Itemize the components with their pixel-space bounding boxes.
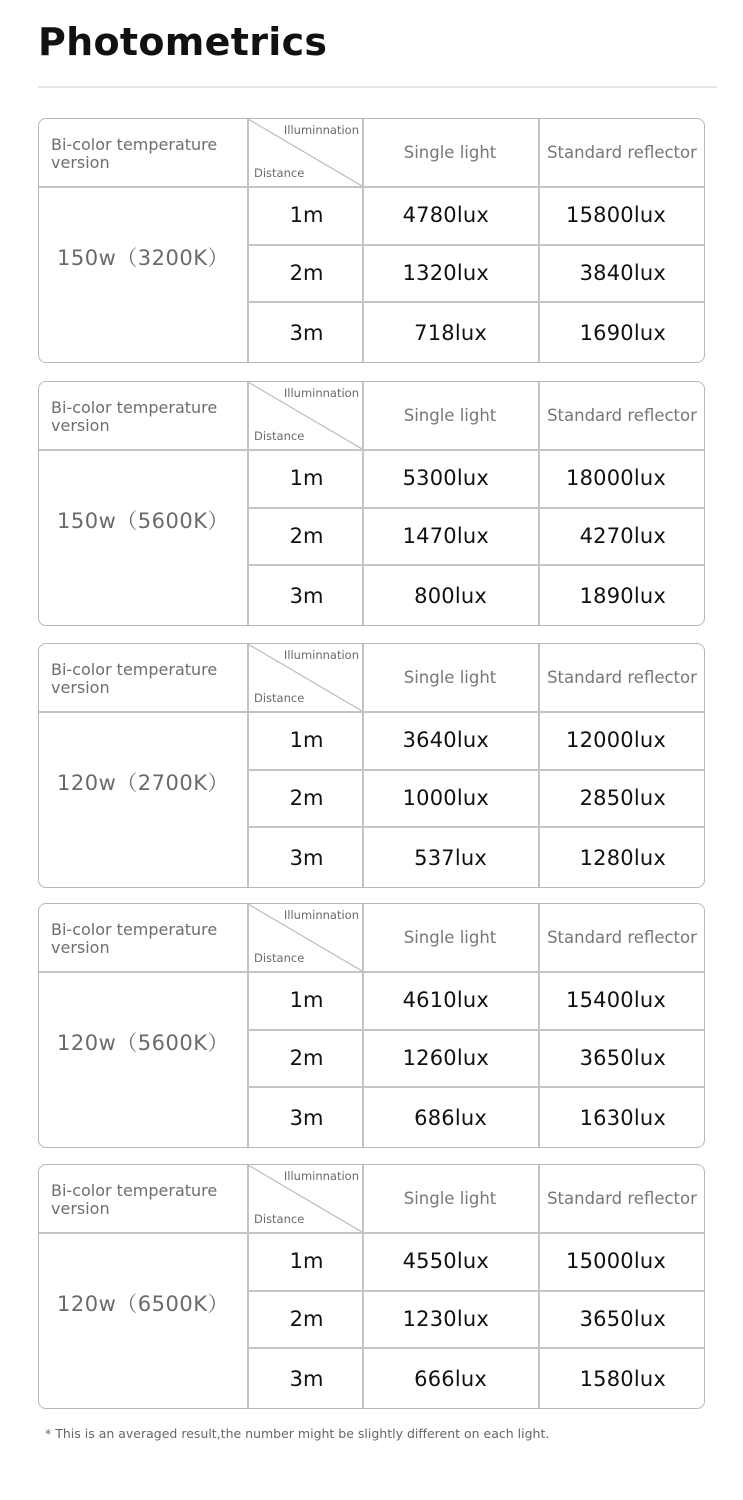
single-light-value: 4610lux	[402, 988, 489, 1012]
distance-cell: 3m	[289, 845, 324, 870]
standard-reflector-header: Standard reflector	[547, 668, 697, 687]
standard-reflector-header: Standard reflector	[547, 1189, 697, 1208]
standard-reflector-value: 1690lux	[579, 320, 666, 345]
distance-label: Distance	[254, 951, 305, 965]
diagonal-header-cell	[248, 119, 362, 186]
single-light-value: 1230lux	[402, 1306, 489, 1331]
photometrics-table	[38, 903, 705, 1148]
single-light-value: 1320lux	[402, 260, 489, 285]
standard-reflector-value: 18000lux	[566, 466, 666, 490]
distance-cell: 2m	[289, 260, 324, 285]
standard-reflector-value: 15400lux	[566, 988, 666, 1012]
version-header: Bi-color temperature version	[51, 135, 218, 172]
version-header: Bi-color temperature version	[51, 398, 218, 435]
illumination-label: Illuminnation	[283, 386, 359, 400]
single-light-value: 1470lux	[402, 523, 489, 548]
single-light-header: Single light	[403, 143, 497, 162]
distance-cell: 2m	[289, 1306, 324, 1331]
standard-reflector-value: 15800lux	[566, 203, 666, 227]
diagonal-header-cell	[248, 904, 362, 971]
standard-reflector-value: 4270lux	[579, 523, 666, 548]
standard-reflector-header: Standard reflector	[547, 406, 697, 425]
illumination-label: Illuminnation	[283, 123, 359, 137]
single-light-header: Single light	[403, 406, 497, 425]
model-label: 150w（5600K）	[57, 509, 229, 533]
photometrics-table	[38, 643, 705, 888]
illumination-label: Illuminnation	[283, 1169, 359, 1183]
standard-reflector-value: 12000lux	[566, 728, 666, 752]
distance-cell: 1m	[289, 728, 324, 752]
photometrics-table	[38, 381, 705, 626]
single-light-value: 1260lux	[402, 1045, 489, 1070]
distance-cell: 1m	[289, 1249, 324, 1273]
diagonal-header-cell	[248, 1165, 362, 1232]
distance-label: Distance	[254, 429, 305, 443]
standard-reflector-value: 3840lux	[579, 260, 666, 285]
distance-cell: 2m	[289, 785, 324, 810]
single-light-value: 1000lux	[402, 785, 489, 810]
single-light-header: Single light	[403, 1189, 497, 1208]
illumination-label: Illuminnation	[283, 648, 359, 662]
single-light-value: 800lux	[414, 583, 487, 608]
distance-cell: 1m	[289, 466, 324, 490]
model-label: 150w（3200K）	[57, 246, 229, 270]
single-light-value: 686lux	[414, 1105, 487, 1130]
photometrics-table	[38, 1164, 705, 1409]
single-light-value: 718lux	[414, 320, 487, 345]
distance-cell: 3m	[289, 320, 324, 345]
single-light-header: Single light	[403, 668, 497, 687]
single-light-value: 666lux	[414, 1366, 487, 1391]
distance-cell: 2m	[289, 523, 324, 548]
standard-reflector-value: 1280lux	[579, 845, 666, 870]
standard-reflector-value: 1890lux	[579, 583, 666, 608]
distance-cell: 2m	[289, 1045, 324, 1070]
distance-label: Distance	[254, 691, 305, 705]
distance-label: Distance	[254, 1212, 305, 1226]
diagonal-header-cell	[248, 382, 362, 449]
distance-cell: 1m	[289, 988, 324, 1012]
single-light-value: 3640lux	[402, 728, 489, 752]
single-light-header: Single light	[403, 928, 497, 947]
title-divider	[38, 86, 717, 88]
version-header: Bi-color temperature version	[51, 1181, 218, 1218]
single-light-value: 4780lux	[402, 203, 489, 227]
diagonal-header-cell	[248, 644, 362, 711]
version-header: Bi-color temperature version	[51, 660, 218, 697]
model-label: 120w（6500K）	[57, 1292, 229, 1316]
standard-reflector-value: 3650lux	[579, 1306, 666, 1331]
photometrics-table	[38, 118, 705, 363]
distance-cell: 3m	[289, 1105, 324, 1130]
standard-reflector-value: 2850lux	[579, 785, 666, 810]
model-label: 120w（2700K）	[57, 771, 229, 795]
version-header: Bi-color temperature version	[51, 920, 218, 957]
model-label: 120w（5600K）	[57, 1031, 229, 1055]
standard-reflector-value: 15000lux	[566, 1249, 666, 1273]
single-light-value: 537lux	[414, 845, 487, 870]
single-light-value: 5300lux	[402, 466, 489, 490]
standard-reflector-value: 3650lux	[579, 1045, 666, 1070]
illumination-label: Illuminnation	[283, 908, 359, 922]
single-light-value: 4550lux	[402, 1249, 489, 1273]
standard-reflector-header: Standard reflector	[547, 143, 697, 162]
page-title: Photometrics	[38, 20, 328, 64]
distance-cell: 3m	[289, 583, 324, 608]
standard-reflector-value: 1630lux	[579, 1105, 666, 1130]
distance-label: Distance	[254, 166, 305, 180]
standard-reflector-header: Standard reflector	[547, 928, 697, 947]
distance-cell: 1m	[289, 203, 324, 227]
standard-reflector-value: 1580lux	[579, 1366, 666, 1391]
footnote: * This is an averaged result,the number might be slightly different on each light.	[45, 1426, 550, 1441]
distance-cell: 3m	[289, 1366, 324, 1391]
